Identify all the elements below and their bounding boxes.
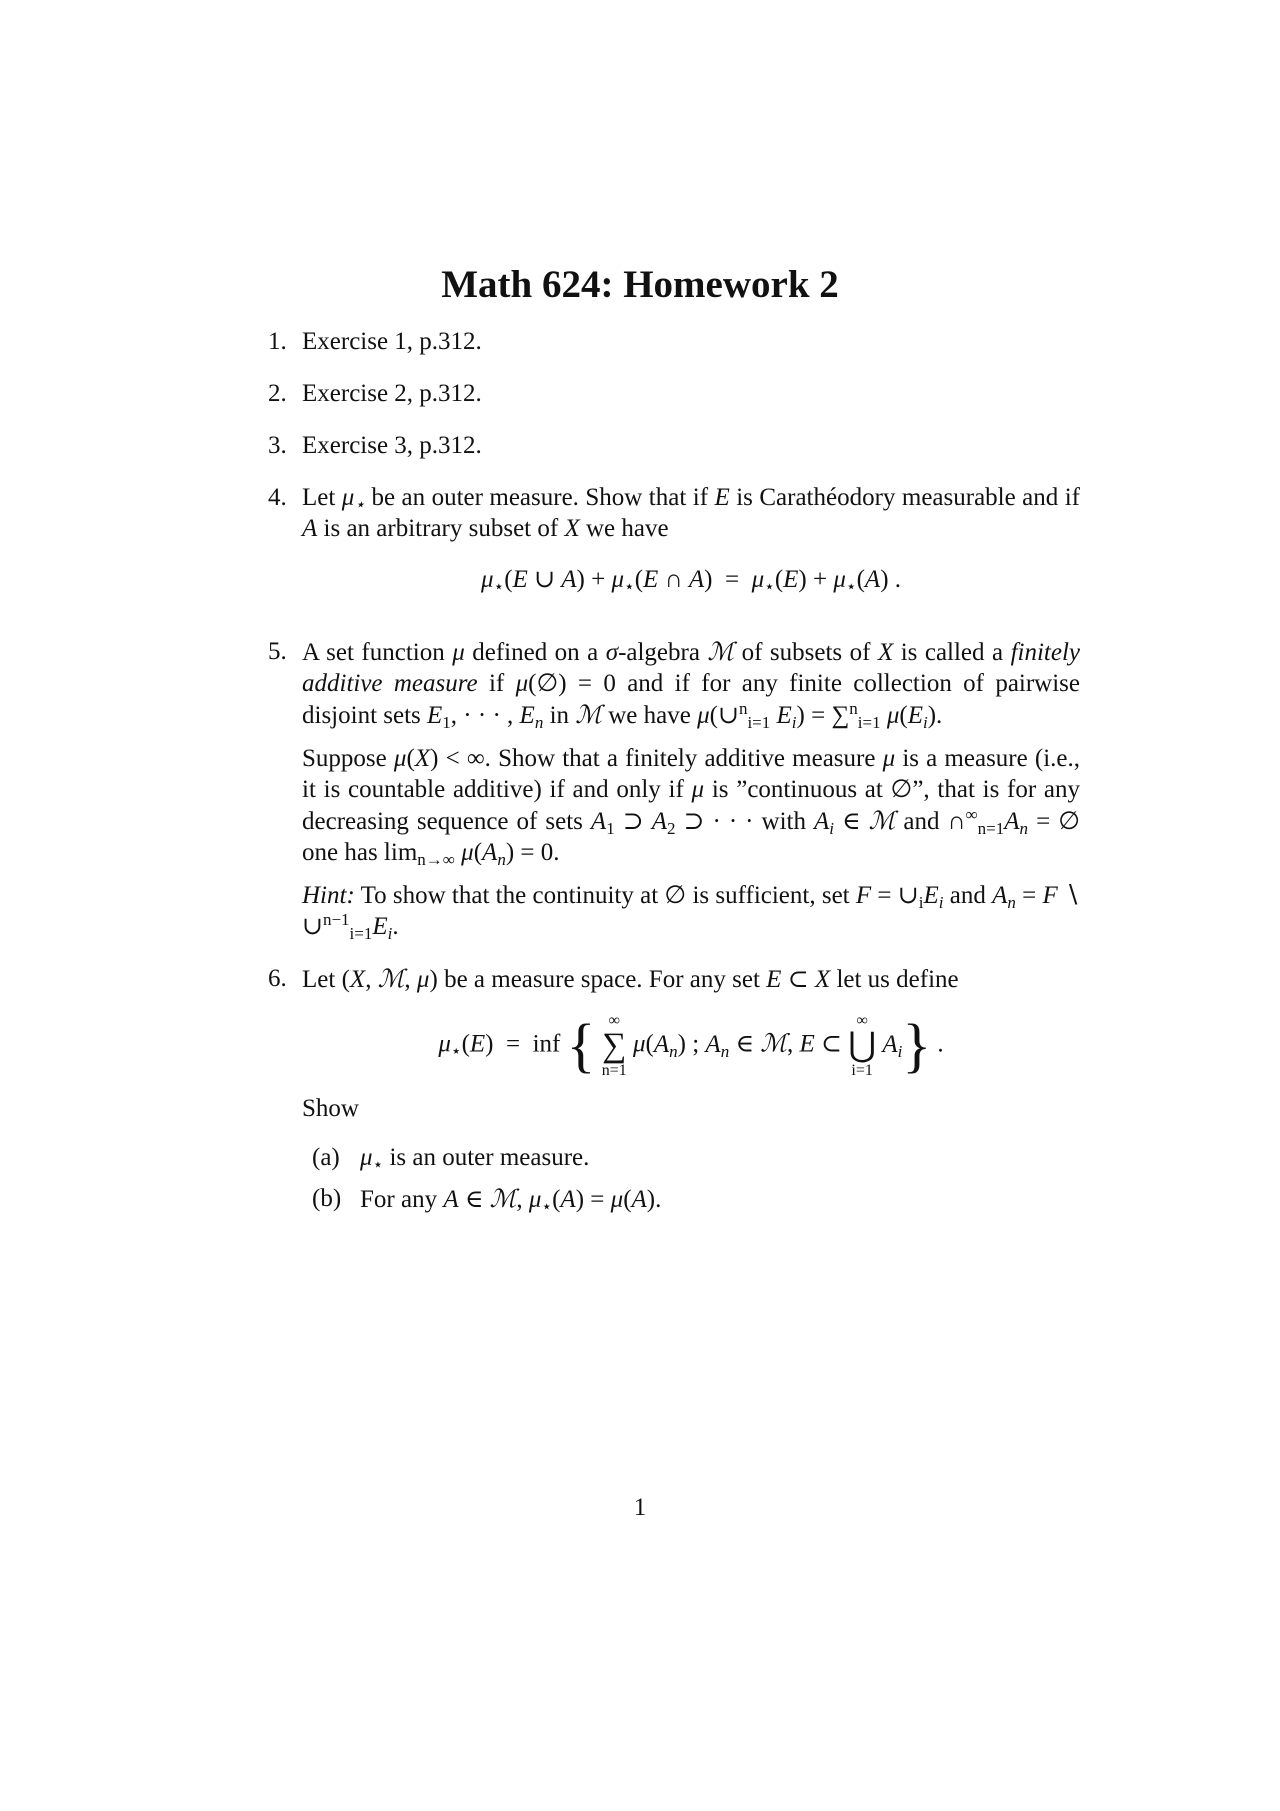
problem-4 xyxy=(268,482,1080,595)
problem-5-hint: Hint: To show that the continuity at ∅ is sufficient, set $F = \cup_iE_i$ and $A_n = F$ ∖ $\cup^{n-1}_{i=1}E_i$. xyxy=(302,882,1080,943)
problem-text: Exercise 1, p.312. xyxy=(302,328,482,355)
problem-text: A set function μ defined on a σ-algebra ℳ of subsets of X is called a finitely additive measure if μ(∅) = 0 and if for any finite collection of pairwise disjoint sets $E_1$, · · · , $E_n$ in ℳ we have μ(∪$^n_{i=1}$ $E_i) = \sum^n_{i=1}$ $\mu(E_i)$. xyxy=(302,637,1081,732)
item-number: 1. xyxy=(268,328,287,355)
item-number: 6. xyxy=(268,965,287,992)
problem-6 xyxy=(268,963,1080,1215)
item-number: 4. xyxy=(268,484,287,511)
show-label: Show xyxy=(302,1095,359,1122)
problem-5-statement: Suppose μ(X) < ∞. Show that a finitely additive measure μ is a measure (i.e., it is countable additive) if and only if μ is ”continuous at ∅”, that is for any decreasing sequence of sets $A_1$ ⊃ $A_2$ ⊃ · · · with $A_i$ ∈ ℳ and $\cap^\infty_{n=1}A_n$ = ∅ one has $\lim_{n\to\infty} \mu(A_n) = 0$. xyxy=(302,745,1080,869)
problem-text: Exercise 2, p.312. xyxy=(302,380,482,407)
problem-3 xyxy=(268,430,1080,461)
problem-text: Let $\mu_⋆$ be an outer measure. Show that if E is Carathéodory measurable and if A is an arbitrary subset of X we have xyxy=(302,484,1080,542)
sub-part-b: (b) For any A ∈ ℳ, $\mu_⋆(A) = \mu(A)$. xyxy=(312,1184,662,1216)
problem-1 xyxy=(268,326,1080,357)
sub-parts xyxy=(312,1142,1080,1215)
item-number: 2. xyxy=(268,380,287,407)
equation-outer-measure: $\mu_⋆(E$ ∪ $A) + \mu_⋆(E$ ∩ $A) = \mu_⋆(E) + \mu_⋆(A)$ . xyxy=(480,566,902,596)
equation-induced-outer-measure: $\mu_⋆(E)$ = inf { ∞ ∑ n=1 $\mu(A_n)$ ; $A_n$ ∈ ℳ, E ⊂ ∞ ⋃ i=1 $A_i$} . xyxy=(438,1012,944,1079)
problem-list xyxy=(268,326,1080,1225)
item-number: 5. xyxy=(268,638,287,665)
problem-5 xyxy=(268,636,1080,942)
problem-text: Exercise 3, p.312. xyxy=(302,432,482,459)
sub-label: (b) xyxy=(312,1185,342,1212)
sub-label: (a) xyxy=(312,1144,340,1171)
sub-part-a: (a) $\mu_⋆$ is an outer measure. xyxy=(312,1144,590,1174)
problem-2 xyxy=(268,378,1080,409)
problem-text: Let (X, ℳ, μ) be a measure space. For any set E ⊂ X let us define xyxy=(302,964,959,993)
item-number: 3. xyxy=(268,432,287,459)
document-title: Math 624: Homework 2 xyxy=(441,263,839,306)
page-number: 1 xyxy=(633,1494,647,1521)
